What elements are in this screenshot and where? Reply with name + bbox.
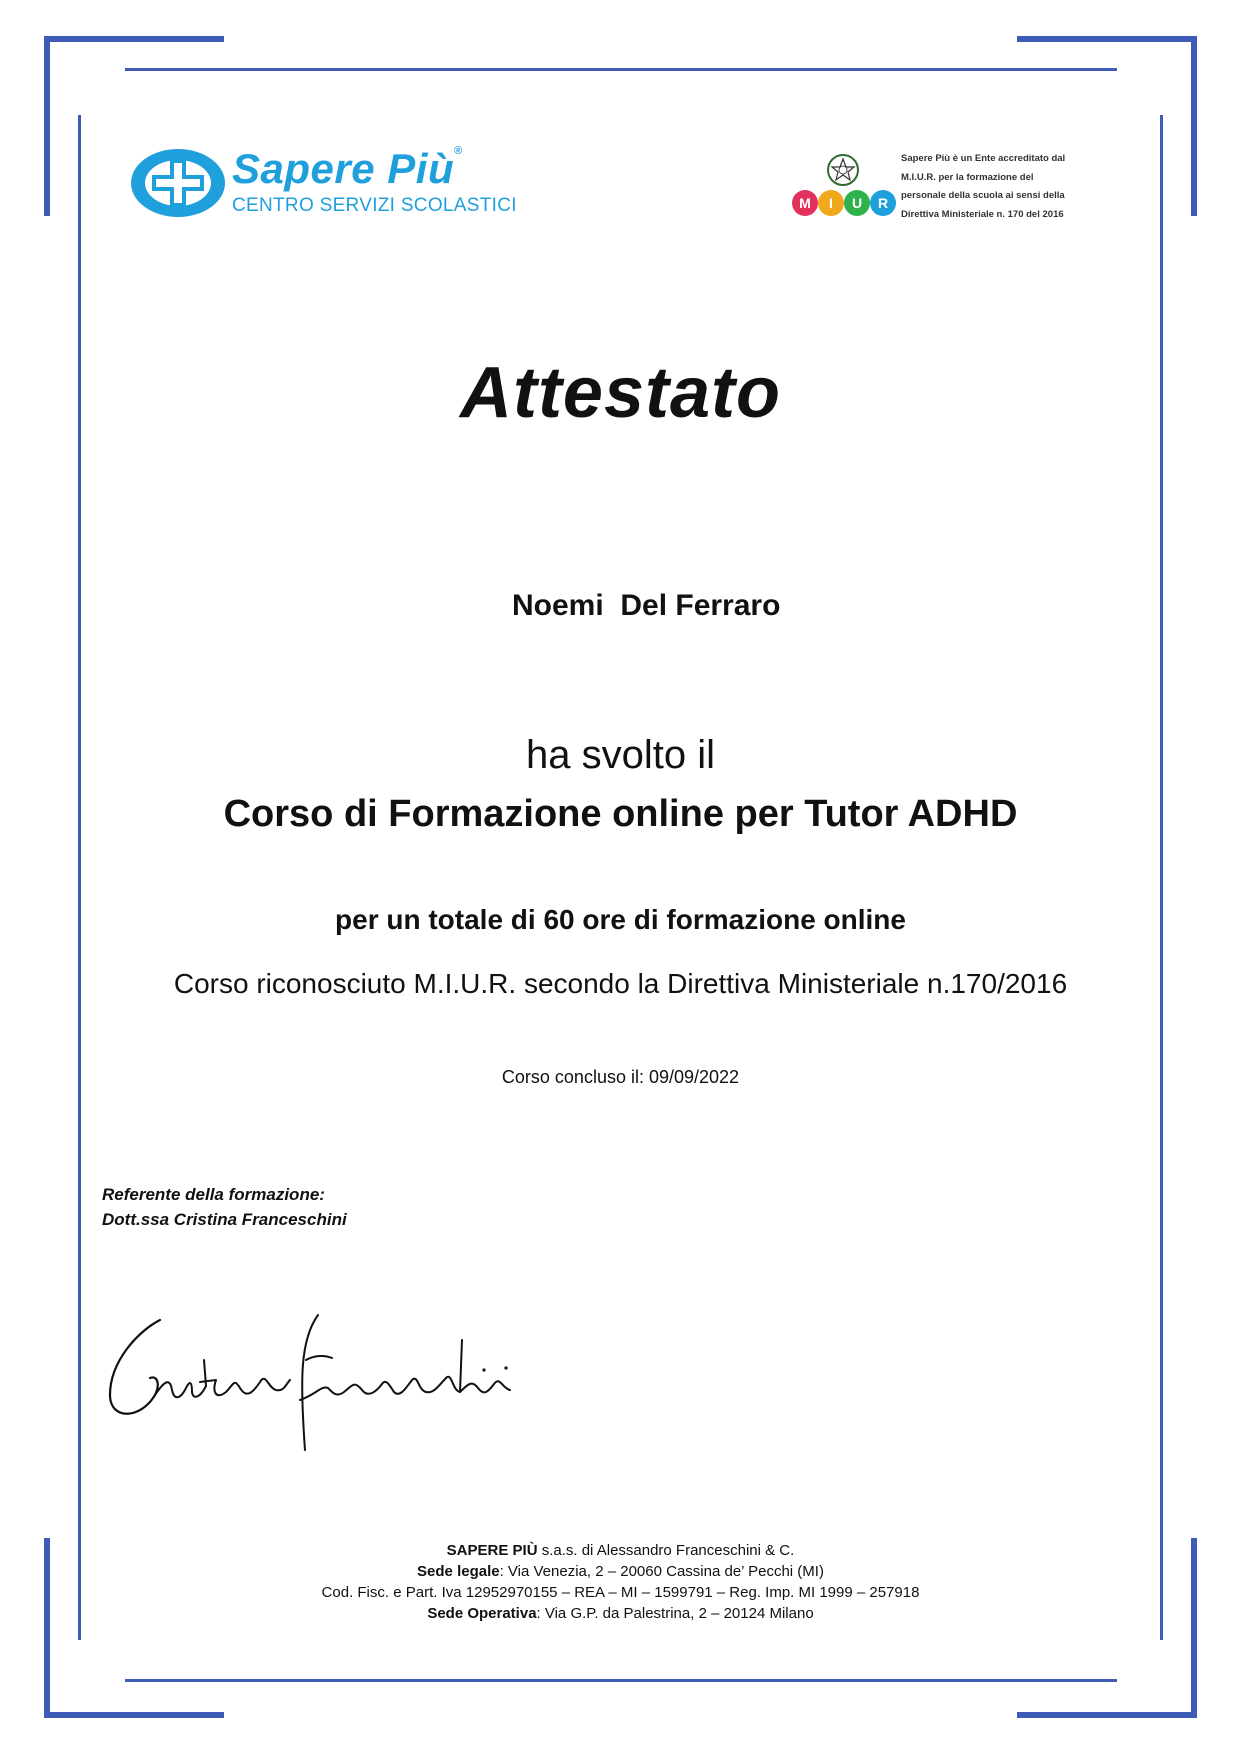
cross-circle-logo-icon [128,145,228,221]
completion-date [0,1067,1241,1088]
course-name: Corso di Formazione online per Tutor ADHD [223,793,1018,835]
italian-republic-emblem-icon [824,152,862,188]
miur-text [901,150,1089,224]
miur-letter-m: M [792,190,818,216]
footer-company-rest: s.a.s. di Alessandro Franceschini & C. [537,1542,795,1559]
completion-label: Corso concluso il: [501,1067,644,1087]
footer-operative-address: : Via G.P. da Palestrina, 2 – 20124 Milano [536,1605,814,1622]
signature-image [100,1300,580,1470]
brand-name: Sapere Più® [232,145,463,192]
footer-legal-address: : Via Venezia, 2 – 20060 Cassina de’ Pecchi (MI) [499,1563,824,1580]
frame-top-left-h [44,36,224,42]
miur-letters [790,190,900,216]
frame-top-left-v [44,36,50,216]
footer-company-name: SAPERE PIÙ [446,1542,538,1559]
footer-legal-line [0,1561,1241,1582]
miur-text-line: personale della scuola ai sensi della [901,190,1065,201]
miur-text-line: Direttiva Ministeriale n. 170 del 2016 [901,208,1064,220]
frame-inner-bottom [125,1679,1117,1682]
footer-operative-label: Sede Operativa [427,1605,537,1622]
brand-logo [128,145,517,225]
recognition-text: Corso riconosciuto M.I.U.R. secondo la Direttiva Ministeriale n.170/2016 [173,968,1068,999]
footer-tax-line: Cod. Fisc. e Part. Iva 12952970155 – REA – MI – 1599791 – Reg. Imp. MI 1999 – 257918 [321,1584,920,1601]
miur-text-line: Sapere Più è un Ente accreditato dal [901,153,1066,164]
recipient-name: Noemi Del Ferraro [512,589,781,622]
referent-block [102,1182,347,1232]
frame-bottom-right-h [1017,1712,1197,1718]
miur-block [790,150,1090,230]
frame-bottom-left-h [44,1712,224,1718]
intro-text: ha svolto il [526,733,715,777]
referent-name: Dott.ssa Cristina Franceschini [102,1210,347,1229]
miur-text-line: M.I.U.R. per la formazione del [901,171,1034,183]
course-hours: per un totale di 60 ore di formazione online [335,904,906,935]
footer-legal-label: Sede legale [417,1563,500,1580]
frame-inner-top [125,68,1117,71]
brand-tagline: CENTRO SERVIZI SCOLASTICI [232,195,517,216]
frame-inner-right [1160,115,1163,1640]
miur-letter-i: I [818,190,844,216]
frame-inner-left [78,115,81,1640]
footer-company-line [0,1540,1241,1561]
frame-top-right-v [1191,36,1197,216]
footer [0,1540,1241,1624]
miur-letter-r: R [870,190,896,216]
certificate-title: Attestato [459,353,781,433]
frame-top-right-h [1017,36,1197,42]
referent-label: Referente della formazione: [102,1185,325,1204]
miur-letter-u: U [844,190,870,216]
footer-operative-line [0,1603,1241,1624]
completion-date-value: 09/09/2022 [648,1067,740,1087]
